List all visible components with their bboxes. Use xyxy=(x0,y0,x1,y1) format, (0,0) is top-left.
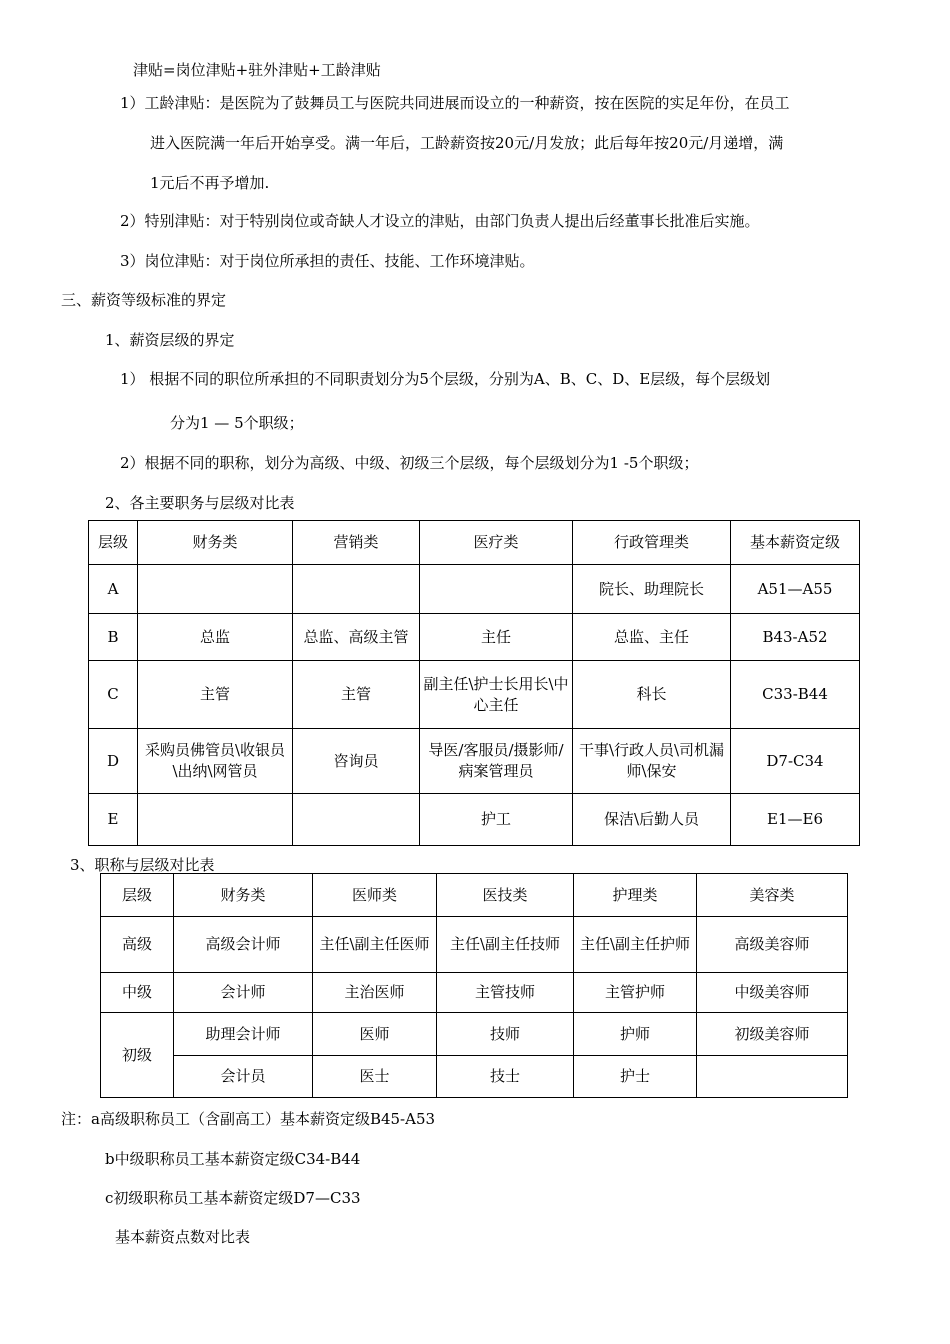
table-cell xyxy=(138,565,293,614)
table-row xyxy=(101,973,848,1013)
column-header: 营销类 xyxy=(293,521,420,565)
table-cell: 干事\行政人员\司机漏师\保安 xyxy=(573,729,731,794)
text-line-levels-by-title: 2）根据不同的职称，划分为高级、中级、初级三个层级，每个层级划分为1 -5个职级； xyxy=(120,454,699,472)
table-cell xyxy=(420,565,573,614)
table-cell: 主管 xyxy=(138,661,293,729)
table-row xyxy=(89,565,860,614)
table-cell: 初级 xyxy=(101,1013,174,1098)
table-cell: 总监 xyxy=(138,614,293,661)
table-cell: 初级美容师 xyxy=(697,1013,848,1056)
note-senior-title: 注：a高级职称员工（含副高工）基本薪资定级B45-A53 xyxy=(61,1110,436,1128)
table-row xyxy=(101,1056,848,1098)
table-cell: 主管护师 xyxy=(574,973,697,1013)
table-row xyxy=(89,729,860,794)
table-cell: 咨询员 xyxy=(293,729,420,794)
table-cell: 主任\副主任技师 xyxy=(437,917,574,973)
table-header-row xyxy=(101,874,848,917)
text-line-seniority-allowance-cont: 进入医院满一年后开始享受。满一年后，工龄薪资按20元/月发放；此后每年按20元/月递增，满 xyxy=(150,134,784,152)
table-cell: B43-A52 xyxy=(731,614,860,661)
table-cell: 主任\副主任护师 xyxy=(574,917,697,973)
table-cell: 科长 xyxy=(573,661,731,729)
heading-base-salary-points-table: 基本薪资点数对比表 xyxy=(115,1228,251,1246)
table-cell: 护师 xyxy=(574,1013,697,1056)
column-header: 财务类 xyxy=(174,874,313,917)
text-line-levels-by-duty-cont: 分为1 — 5个职级； xyxy=(170,414,304,432)
table-cell: 采购员佛管员\收银员\出纳\网管员 xyxy=(138,729,293,794)
table-cell: B xyxy=(89,614,138,661)
table-cell: 医士 xyxy=(313,1056,437,1098)
table-cell: 会计员 xyxy=(174,1056,313,1098)
column-header: 护理类 xyxy=(574,874,697,917)
table-cell: E xyxy=(89,794,138,846)
table-cell xyxy=(293,565,420,614)
table-cell: 副主任\护士长用长\中心主任 xyxy=(420,661,573,729)
table-cell: 技士 xyxy=(437,1056,574,1098)
table-cell: 主管技师 xyxy=(437,973,574,1013)
table-cell: D xyxy=(89,729,138,794)
table-cell: 中级美容师 xyxy=(697,973,848,1013)
column-header: 层级 xyxy=(89,521,138,565)
table-header-row xyxy=(89,521,860,565)
note-mid-title: b中级职称员工基本薪资定级C34-B44 xyxy=(105,1150,361,1168)
table-cell: 护士 xyxy=(574,1056,697,1098)
subheading-title-level-table: 3、职称与层级对比表 xyxy=(70,856,215,874)
note-junior-title: c初级职称员工基本薪资定级D7—C33 xyxy=(105,1189,361,1207)
table-row xyxy=(101,917,848,973)
text-line-seniority-allowance: 1）工龄津贴：是医院为了鼓舞员工与医院共同进展而设立的一种薪资，按在医院的实足年份，在员工 xyxy=(120,94,790,112)
table-row xyxy=(89,661,860,729)
text-line-post-allowance: 3）岗位津贴：对于岗位所承担的责任、技能、工作环境津贴。 xyxy=(120,252,535,270)
column-header: 行政管理类 xyxy=(573,521,731,565)
table-cell: 院长、助理院长 xyxy=(573,565,731,614)
table-cell: 高级美容师 xyxy=(697,917,848,973)
column-header: 医师类 xyxy=(313,874,437,917)
table-row xyxy=(101,1013,848,1056)
table-cell: 总监、主任 xyxy=(573,614,731,661)
table-cell: 保洁\后勤人员 xyxy=(573,794,731,846)
table-cell: E1—E6 xyxy=(731,794,860,846)
table-cell: 主管 xyxy=(293,661,420,729)
table-cell: 技师 xyxy=(437,1013,574,1056)
table-cell: 主任 xyxy=(420,614,573,661)
section-heading-salary-grades: 三、薪资等级标准的界定 xyxy=(61,291,227,309)
table-cell: 护工 xyxy=(420,794,573,846)
table-cell: 助理会计师 xyxy=(174,1013,313,1056)
column-header: 财务类 xyxy=(138,521,293,565)
table-cell xyxy=(138,794,293,846)
table-cell: 会计师 xyxy=(174,973,313,1013)
table-cell xyxy=(697,1056,848,1098)
table-cell: A51—A55 xyxy=(731,565,860,614)
subheading-duty-level-table: 2、各主要职务与层级对比表 xyxy=(105,494,295,512)
duty-level-table xyxy=(88,520,860,846)
table-cell: 高级 xyxy=(101,917,174,973)
column-header: 基本薪资定级 xyxy=(731,521,860,565)
text-line-allowance-formula: 津贴=岗位津贴+驻外津贴+工龄津贴 xyxy=(133,61,381,79)
table-cell: 高级会计师 xyxy=(174,917,313,973)
column-header: 层级 xyxy=(101,874,174,917)
title-level-table xyxy=(100,873,848,1098)
text-line-seniority-allowance-end: 1元后不再予增加. xyxy=(150,174,270,192)
table-row xyxy=(89,614,860,661)
table-cell: 主治医师 xyxy=(313,973,437,1013)
table-cell: 主任\副主任医师 xyxy=(313,917,437,973)
column-header: 美容类 xyxy=(697,874,848,917)
table-cell: C xyxy=(89,661,138,729)
table-cell: D7-C34 xyxy=(731,729,860,794)
text-line-levels-by-duty: 1） 根据不同的职位所承担的不同职责划分为5个层级，分别为A、B、C、D、E层级，每个层级划 xyxy=(120,370,771,388)
table-cell: 医师 xyxy=(313,1013,437,1056)
table-cell: C33-B44 xyxy=(731,661,860,729)
text-line-special-allowance: 2）特别津贴：对于特别岗位或奇缺人才设立的津贴，由部门负责人提出后经董事长批准后实施。 xyxy=(120,212,760,230)
table-cell xyxy=(293,794,420,846)
table-cell: A xyxy=(89,565,138,614)
table-row xyxy=(89,794,860,846)
column-header: 医技类 xyxy=(437,874,574,917)
column-header: 医疗类 xyxy=(420,521,573,565)
table-cell: 总监、高级主管 xyxy=(293,614,420,661)
table-cell: 导医/客服员/摄影师/病案管理员 xyxy=(420,729,573,794)
subheading-salary-levels: 1、薪资层级的界定 xyxy=(105,331,235,349)
table-cell: 中级 xyxy=(101,973,174,1013)
